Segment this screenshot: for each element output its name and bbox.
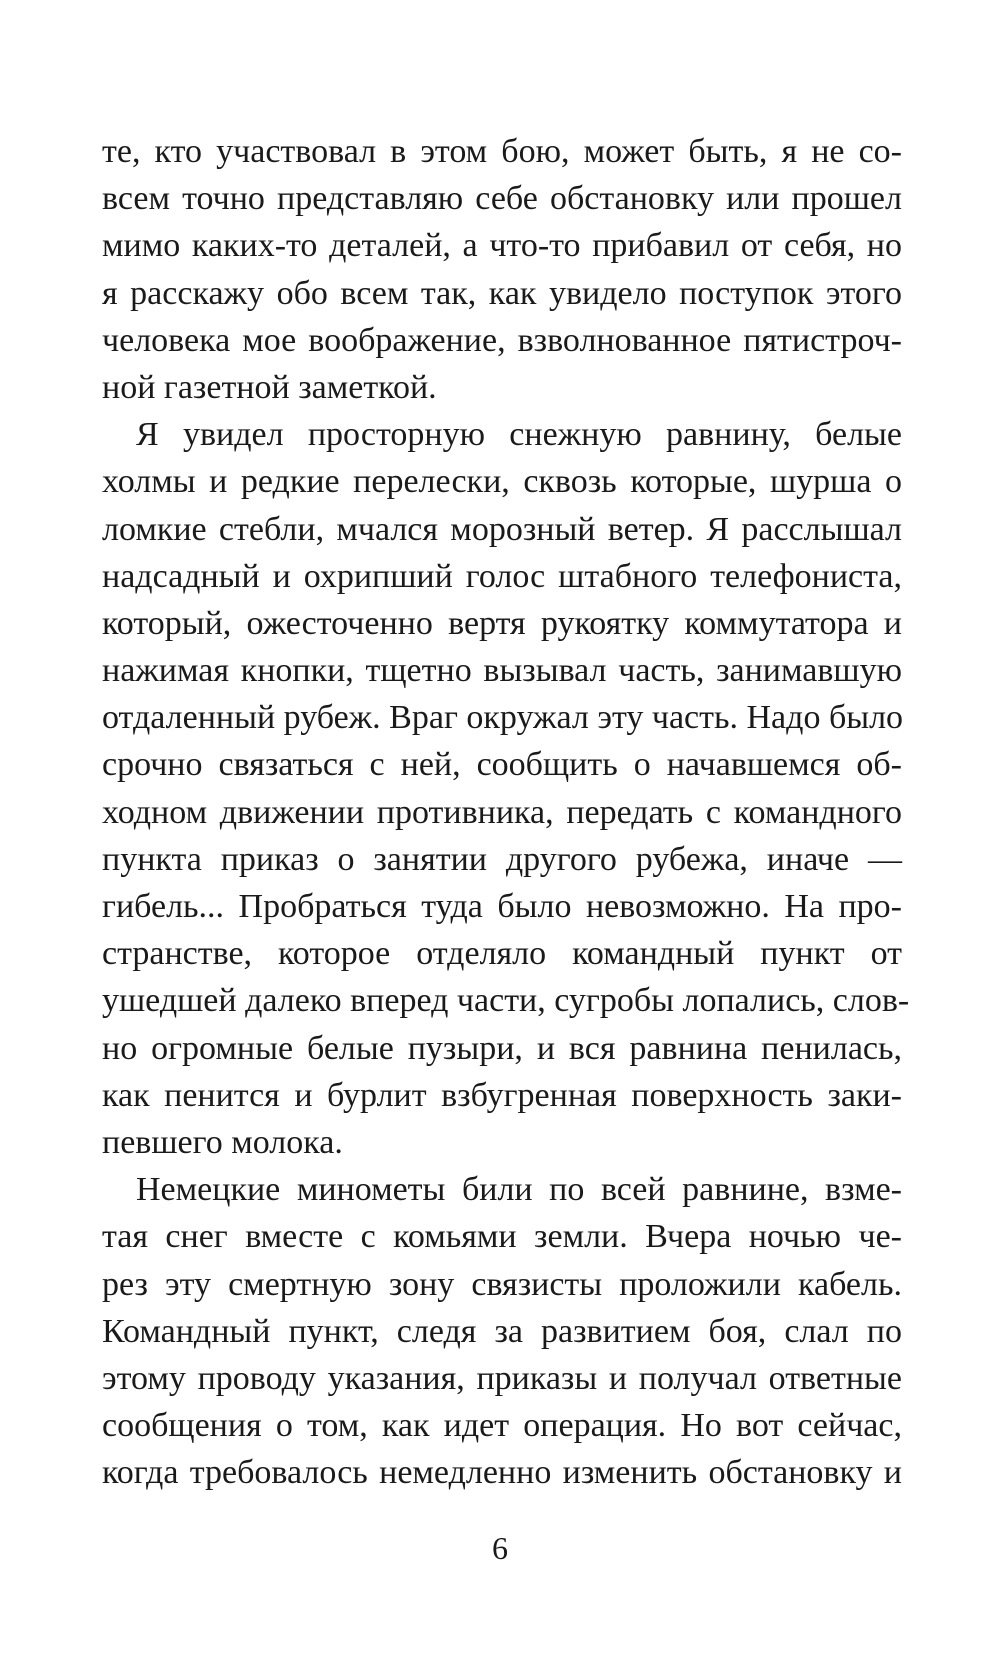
text-line: ушедшей далеко вперед части, сугробы лопались, слов-	[102, 982, 910, 1020]
text-line: пункта приказ о занятии другого рубежа, иначе —	[102, 840, 902, 878]
text-line: Командный пункт, следя за развитием боя, слал по	[102, 1312, 902, 1350]
text-line: всем точно представляю себе обстановку или прошел	[102, 180, 902, 218]
text-line: Я увидел просторную снежную равнину, белые	[136, 416, 902, 454]
text-line: ломкие стебли, мчался морозный ветер. Я расслышал	[102, 510, 902, 548]
text-line: рез эту смертную зону связисты проложили кабель.	[102, 1265, 902, 1303]
text-line: когда требовалось немедленно изменить обстановку и	[102, 1454, 902, 1492]
text-line: этому проводу указания, приказы и получал ответные	[102, 1359, 902, 1397]
text-line: гибель... Пробраться туда было невозможно. На про-	[102, 888, 902, 925]
body-text	[102, 128, 910, 1496]
text-line: человека мое воображение, взволнованное пятистроч-	[102, 321, 902, 359]
text-line: холмы и редкие перелески, сквозь которые, шурша о	[102, 463, 902, 501]
text-line: ходном движении противника, передать с командного	[102, 793, 902, 831]
text-line: отдаленный рубеж. Враг окружал эту часть. Надо было	[102, 699, 904, 737]
text-line: певшего молока.	[102, 1123, 343, 1161]
paragraph-1	[102, 128, 902, 411]
text-line: те, кто участвовал в этом бою, может быть, я не со-	[102, 133, 902, 170]
text-line: который, ожесточенно вертя рукоятку коммутатора и	[102, 604, 902, 642]
paragraph-3	[102, 1166, 902, 1496]
text-line: надсадный и охрипший голос штабного телефониста,	[102, 557, 902, 595]
paragraph-2	[102, 411, 910, 1166]
text-line: нажимая кнопки, тщетно вызывал часть, занимавшую	[102, 652, 902, 690]
text-line: странстве, которое отделяло командный пункт от	[102, 935, 902, 973]
text-line: ной газетной заметкой.	[102, 368, 437, 406]
text-line: тая снег вместе с комьями земли. Вчера ночью че-	[102, 1218, 902, 1256]
text-line: Немецкие минометы били по всей равнине, взме-	[136, 1171, 902, 1209]
page-number: 6	[492, 1530, 508, 1566]
text-line: но огромные белые пузыри, и вся равнина пенилась,	[102, 1029, 902, 1067]
text-line: как пенится и бурлит взбугренная поверхность заки-	[102, 1076, 902, 1114]
text-line: я расскажу обо всем так, как увидело поступок этого	[102, 274, 902, 312]
text-line: срочно связаться с ней, сообщить о начавшемся об-	[102, 746, 902, 784]
text-line: мимо каких-то деталей, а что-то прибавил от себя, но	[102, 227, 902, 265]
text-line: сообщения о том, как идет операция. Но вот сейчас,	[102, 1407, 902, 1445]
